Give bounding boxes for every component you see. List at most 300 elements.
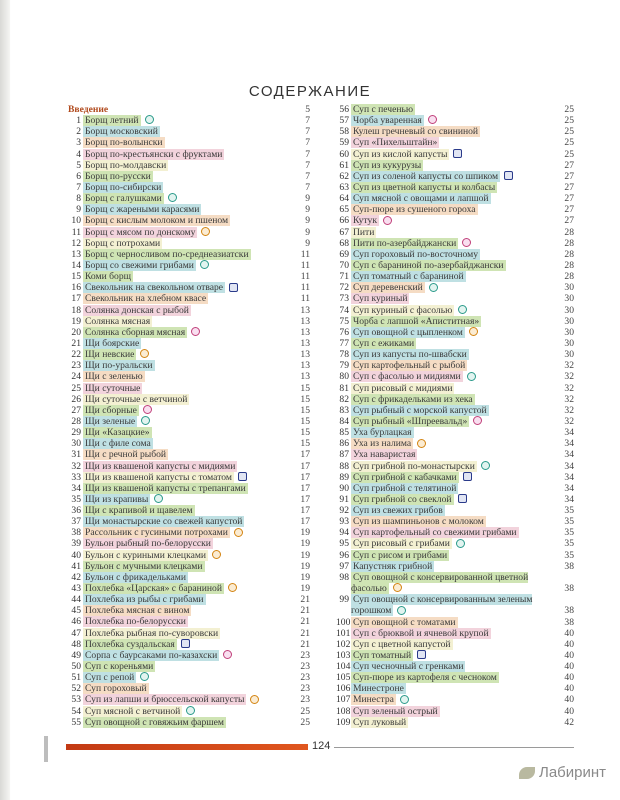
toc-intro-label: Введение bbox=[68, 104, 109, 115]
toc-entry-title: Суп деревенский bbox=[353, 282, 423, 294]
toc-page-number: 40 bbox=[564, 694, 574, 706]
toc-entry-title: Борщ с мясом по донскому bbox=[85, 226, 196, 238]
toc-entry[interactable] bbox=[68, 349, 310, 360]
toc-page-number: 21 bbox=[300, 616, 310, 628]
toc-entry[interactable] bbox=[336, 238, 574, 249]
toc-entry[interactable] bbox=[336, 505, 574, 516]
toc-entry-title: Суп куриный с фасолью bbox=[353, 304, 453, 316]
toc-entry-number: 1 bbox=[76, 115, 81, 127]
toc-entry[interactable] bbox=[336, 349, 574, 360]
toc-entry[interactable] bbox=[336, 371, 574, 382]
toc-entry-number: 46 bbox=[71, 616, 81, 628]
toc-entry[interactable] bbox=[336, 126, 574, 137]
toc-entry-number: 39 bbox=[71, 538, 81, 550]
toc-entry-number: 44 bbox=[71, 594, 81, 606]
green-circle-icon bbox=[168, 193, 177, 202]
toc-entry-title: Борщ с кислым молоком и пшеном bbox=[85, 215, 229, 227]
toc-entry[interactable] bbox=[68, 405, 310, 416]
toc-entry-number: 103 bbox=[336, 649, 351, 661]
toc-entry[interactable] bbox=[68, 249, 310, 260]
toc-entry[interactable] bbox=[336, 394, 574, 405]
toc-entry-title: Минестра bbox=[353, 694, 394, 706]
toc-entry-title: Борщ по-волынски bbox=[85, 137, 163, 149]
toc-page-number: 30 bbox=[564, 349, 574, 361]
toc-entry-title: Свекольник на хлебном квасе bbox=[85, 293, 207, 305]
toc-entry[interactable] bbox=[68, 305, 310, 316]
toc-entry[interactable] bbox=[336, 171, 574, 182]
page-fold-shadow bbox=[0, 0, 10, 800]
toc-entry-number: 48 bbox=[71, 638, 81, 650]
toc-entry-number: 76 bbox=[339, 326, 349, 338]
toc-entry[interactable] bbox=[336, 316, 574, 327]
toc-entry-title: Суп томатный с бараниной bbox=[353, 271, 464, 283]
toc-entry[interactable] bbox=[68, 427, 310, 438]
toc-entry[interactable] bbox=[68, 650, 310, 661]
page-number: 124 bbox=[312, 740, 331, 752]
toc-page-number: 13 bbox=[300, 337, 310, 349]
toc-entry[interactable] bbox=[68, 182, 310, 193]
toc-entry-title: Суп грибной с телятиной bbox=[353, 482, 457, 494]
toc-page-number: 21 bbox=[300, 605, 310, 617]
toc-entry[interactable] bbox=[336, 160, 574, 171]
toc-entry[interactable] bbox=[336, 260, 574, 271]
toc-page-number: 11 bbox=[300, 248, 310, 260]
toc-entry[interactable] bbox=[336, 293, 574, 304]
toc-entry-number: 27 bbox=[71, 404, 81, 416]
toc-entry-title: Уха наваристая bbox=[353, 449, 416, 461]
toc-entry-number: 49 bbox=[71, 649, 81, 661]
toc-entry-title: Суп луковый bbox=[353, 716, 407, 728]
toc-entry[interactable] bbox=[336, 204, 574, 215]
orange-pan-icon bbox=[250, 695, 259, 704]
green-circle-icon bbox=[154, 494, 163, 503]
toc-entry-title: Щи сборные bbox=[85, 404, 137, 416]
toc-entry[interactable] bbox=[336, 650, 574, 661]
toc-entry-number: 22 bbox=[71, 349, 81, 361]
toc-entry[interactable] bbox=[68, 271, 310, 282]
toc-entry-number: 85 bbox=[339, 427, 349, 439]
toc-page-number: 28 bbox=[564, 237, 574, 249]
toc-entry-title: Щи из квашеной капусты с трепангами bbox=[85, 482, 246, 494]
toc-entry-number: 59 bbox=[339, 137, 349, 149]
toc-page-number: 17 bbox=[300, 471, 310, 483]
toc-entry[interactable] bbox=[68, 338, 310, 349]
toc-entry-title: Суп грибной по-монастырски bbox=[353, 460, 475, 472]
toc-entry[interactable] bbox=[68, 115, 310, 126]
toc-entry-number: 51 bbox=[71, 672, 81, 684]
toc-entry[interactable] bbox=[68, 505, 310, 516]
toc-entry-title: Похлебка рыбная по-суворовски bbox=[85, 627, 219, 639]
toc-entry-number: 29 bbox=[71, 427, 81, 439]
toc-entry-title: Суп овощной с томатами bbox=[353, 616, 456, 628]
toc-intro-row[interactable] bbox=[68, 104, 310, 115]
toc-entry-number: 23 bbox=[71, 360, 81, 372]
toc-page-number: 15 bbox=[300, 382, 310, 394]
toc-entry[interactable] bbox=[336, 672, 574, 683]
toc-page-number: 27 bbox=[564, 159, 574, 171]
toc-entry[interactable] bbox=[336, 115, 574, 126]
toc-entry-number: 93 bbox=[339, 516, 349, 528]
toc-entry-title: Похлебка «Царская» с бараниной bbox=[85, 583, 222, 595]
toc-entry[interactable] bbox=[68, 149, 310, 160]
toc-page-number: 32 bbox=[564, 404, 574, 416]
toc-entry-title: Борщ по-сибирски bbox=[85, 181, 162, 193]
toc-entry-number: 54 bbox=[71, 705, 81, 717]
toc-entry-number: 68 bbox=[339, 237, 349, 249]
toc-entry[interactable] bbox=[68, 316, 310, 327]
toc-entry-title: Щи из квашеной капусты с томатом bbox=[85, 471, 232, 483]
toc-entry[interactable] bbox=[68, 583, 310, 594]
toc-entry-title: Суп рисовый с грибами bbox=[353, 538, 450, 550]
green-circle-icon bbox=[397, 606, 406, 615]
toc-entry[interactable] bbox=[336, 472, 574, 483]
toc-page-number: 25 bbox=[300, 716, 310, 728]
toc-entry[interactable] bbox=[68, 449, 310, 460]
toc-entry[interactable] bbox=[336, 427, 574, 438]
toc-entry[interactable] bbox=[336, 717, 574, 728]
toc-entry[interactable] bbox=[68, 293, 310, 304]
toc-entry[interactable] bbox=[68, 137, 310, 148]
toc-entry-number: 40 bbox=[71, 549, 81, 561]
toc-entry-title: Суп мясной с овощами и лапшой bbox=[353, 193, 489, 205]
toc-entry[interactable] bbox=[336, 227, 574, 238]
toc-entry[interactable] bbox=[336, 360, 574, 371]
orange-pan-icon bbox=[469, 327, 478, 336]
orange-pan-icon bbox=[201, 227, 210, 236]
pink-triangle-icon bbox=[428, 115, 437, 124]
toc-entry-title: Уха из налима bbox=[353, 438, 412, 450]
toc-page-number: 11 bbox=[300, 259, 310, 271]
footer-rule bbox=[334, 747, 574, 748]
green-circle-icon bbox=[200, 260, 209, 269]
green-circle-icon bbox=[141, 416, 150, 425]
toc-entry-number: 60 bbox=[339, 148, 349, 160]
toc-entry-title: Щи по-уральски bbox=[85, 360, 153, 372]
toc-entry[interactable] bbox=[68, 605, 310, 616]
toc-entry[interactable] bbox=[336, 383, 574, 394]
toc-entry-title: Суп из цветной капусты и колбасы bbox=[353, 181, 496, 193]
toc-entry[interactable] bbox=[336, 594, 574, 616]
toc-entry-number: 15 bbox=[71, 271, 81, 283]
toc-entry-title: Кутук bbox=[353, 215, 377, 227]
orange-pan-icon bbox=[417, 439, 426, 448]
toc-entry[interactable] bbox=[68, 383, 310, 394]
toc-entry[interactable] bbox=[68, 694, 310, 705]
toc-page-number: 27 bbox=[564, 181, 574, 193]
toc-entry-number: 95 bbox=[339, 538, 349, 550]
toc-page-number: 40 bbox=[564, 638, 574, 650]
toc-entry[interactable] bbox=[336, 338, 574, 349]
toc-entry-title: Минестроне bbox=[353, 683, 404, 695]
toc-entry-title: Борщ с потрохами bbox=[85, 237, 161, 249]
toc-entry[interactable] bbox=[68, 282, 310, 293]
toc-page-number: 40 bbox=[564, 672, 574, 684]
toc-entry-number: 34 bbox=[71, 482, 81, 494]
toc-page-number: 27 bbox=[564, 193, 574, 205]
toc-entry-title: Борщ со свежими грибами bbox=[85, 259, 194, 271]
toc-entry-number: 35 bbox=[71, 493, 81, 505]
toc-entry-number: 4 bbox=[76, 148, 81, 160]
toc-entry-title: Борщ с черносливом по-среднеазиатски bbox=[85, 248, 249, 260]
toc-entry-number: 83 bbox=[339, 404, 349, 416]
orange-pan-icon bbox=[212, 550, 221, 559]
toc-page-number: 25 bbox=[564, 137, 574, 149]
toc-entry-title: Суп овощной с цыпленком bbox=[353, 326, 463, 338]
toc-entry[interactable] bbox=[68, 639, 310, 650]
toc-entry-title: Солянка сборная мясная bbox=[85, 326, 186, 338]
toc-entry[interactable] bbox=[336, 694, 574, 705]
toc-page-number: 25 bbox=[564, 126, 574, 138]
toc-entry[interactable] bbox=[68, 494, 310, 505]
toc-entry-number: 106 bbox=[336, 683, 351, 695]
toc-entry-number: 88 bbox=[339, 460, 349, 472]
toc-entry[interactable] bbox=[336, 483, 574, 494]
toc-entry[interactable] bbox=[336, 405, 574, 416]
toc-page-number: 35 bbox=[564, 549, 574, 561]
toc-entry[interactable] bbox=[336, 137, 574, 148]
toc-entry-number: 58 bbox=[339, 126, 349, 138]
toc-entry-title: Бульон с фрикадельками bbox=[85, 571, 186, 583]
toc-page-number: 40 bbox=[564, 661, 574, 673]
toc-page-number: 21 bbox=[300, 638, 310, 650]
toc-entry-number: 71 bbox=[339, 271, 349, 283]
toc-page-number: 35 bbox=[564, 505, 574, 517]
toc-page-number: 15 bbox=[300, 438, 310, 450]
toc-entry-title: Суп картофельный с рыбой bbox=[353, 360, 466, 372]
toc-page-number: 34 bbox=[564, 482, 574, 494]
toc-entry-number: 18 bbox=[71, 304, 81, 316]
toc-entry[interactable] bbox=[336, 617, 574, 628]
pink-triangle-icon bbox=[473, 416, 482, 425]
toc-entry[interactable] bbox=[336, 538, 574, 549]
toc-entry[interactable] bbox=[68, 538, 310, 549]
toc-entry[interactable] bbox=[336, 282, 574, 293]
toc-entry[interactable] bbox=[336, 104, 574, 115]
toc-entry[interactable] bbox=[336, 438, 574, 449]
toc-entry[interactable] bbox=[68, 171, 310, 182]
toc-entry[interactable] bbox=[336, 182, 574, 193]
toc-page-number: 38 bbox=[564, 560, 574, 572]
toc-entry-title: Суп из кислой капусты bbox=[353, 148, 448, 160]
toc-page-number: 7 bbox=[305, 126, 310, 138]
toc-entry-title: Сорпа с баурсаками по-казахски bbox=[85, 649, 218, 661]
toc-page-number: 25 bbox=[564, 148, 574, 160]
toc-entry[interactable] bbox=[336, 271, 574, 282]
toc-page-number: 11 bbox=[300, 271, 310, 283]
toc-entry[interactable] bbox=[68, 461, 310, 472]
toc-entry-title: Чорба с лапшой «Апиститная» bbox=[353, 315, 480, 327]
toc-entry-title: Борщ по-русски bbox=[85, 170, 151, 182]
toc-entry-title: Капустняк грибной bbox=[353, 560, 433, 572]
toc-entry-title: Суп с цветной капустой bbox=[353, 638, 451, 650]
navy-pot-icon bbox=[463, 472, 472, 481]
toc-entry[interactable] bbox=[68, 672, 310, 683]
toc-entry[interactable] bbox=[336, 461, 574, 472]
toc-entry[interactable] bbox=[336, 416, 574, 427]
toc-entry[interactable] bbox=[68, 238, 310, 249]
toc-entry[interactable] bbox=[68, 260, 310, 271]
pink-triangle-icon bbox=[462, 238, 471, 247]
toc-entry[interactable] bbox=[68, 706, 310, 717]
toc-entry-number: 14 bbox=[71, 259, 81, 271]
toc-entry[interactable] bbox=[68, 204, 310, 215]
toc-entry[interactable] bbox=[336, 639, 574, 650]
toc-page-number: 40 bbox=[564, 705, 574, 717]
toc-page-number: 11 bbox=[300, 282, 310, 294]
toc-entry-title: Бульон с мучными клецками bbox=[85, 560, 203, 572]
toc-page-number: 38 bbox=[564, 616, 574, 628]
toc-entry-number: 65 bbox=[339, 204, 349, 216]
toc-page-number: 23 bbox=[300, 694, 310, 706]
toc-entry-title: Пити по-азербайджански bbox=[353, 237, 457, 249]
toc-entry[interactable] bbox=[68, 561, 310, 572]
toc-entry[interactable] bbox=[336, 572, 574, 594]
toc-entry[interactable] bbox=[68, 394, 310, 405]
toc-page-number: 17 bbox=[300, 493, 310, 505]
toc-entry-number: 101 bbox=[336, 627, 351, 639]
toc-entry[interactable] bbox=[68, 472, 310, 483]
toc-entry[interactable] bbox=[68, 527, 310, 538]
toc-entry[interactable] bbox=[68, 717, 310, 728]
toc-entry-number: 37 bbox=[71, 516, 81, 528]
toc-entry[interactable] bbox=[336, 149, 574, 160]
navy-pot-icon bbox=[229, 283, 238, 292]
toc-entry[interactable] bbox=[68, 661, 310, 672]
green-circle-icon bbox=[429, 283, 438, 292]
toc-entry[interactable] bbox=[336, 561, 574, 572]
toc-page-number: 32 bbox=[564, 393, 574, 405]
toc-entry[interactable] bbox=[336, 494, 574, 505]
toc-entry[interactable] bbox=[68, 371, 310, 382]
toc-entry[interactable] bbox=[336, 305, 574, 316]
toc-entry-number: 57 bbox=[339, 115, 349, 127]
toc-entry[interactable] bbox=[68, 572, 310, 583]
toc-entry-number: 47 bbox=[71, 627, 81, 639]
toc-entry[interactable] bbox=[336, 628, 574, 639]
toc-entry[interactable] bbox=[68, 360, 310, 371]
toc-entry-number: 69 bbox=[339, 248, 349, 260]
toc-entry-title: Щи с филе сома bbox=[85, 438, 151, 450]
toc-entry[interactable] bbox=[68, 126, 310, 137]
toc-entry-title: Суп-пюре из сушеного гороха bbox=[353, 204, 476, 216]
toc-page-number: 7 bbox=[305, 170, 310, 182]
toc-page-number: 40 bbox=[564, 649, 574, 661]
toc-entry-number: 104 bbox=[336, 661, 351, 673]
toc-page-number: 13 bbox=[300, 304, 310, 316]
toc-entry-number: 3 bbox=[76, 137, 81, 149]
toc-entry[interactable] bbox=[68, 227, 310, 238]
toc-entry-title: Суп рисовый с мидиями bbox=[353, 382, 453, 394]
toc-entry-title: Щи из крапивы bbox=[85, 493, 149, 505]
toc-entry-number: 90 bbox=[339, 482, 349, 494]
toc-page-number: 28 bbox=[564, 259, 574, 271]
toc-entry[interactable] bbox=[68, 215, 310, 226]
toc-entry[interactable] bbox=[68, 193, 310, 204]
toc-entry[interactable] bbox=[336, 215, 574, 226]
toc-entry-number: 72 bbox=[339, 282, 349, 294]
toc-entry[interactable] bbox=[336, 516, 574, 527]
toc-page-number: 13 bbox=[300, 371, 310, 383]
toc-entry[interactable] bbox=[68, 416, 310, 427]
toc-entry-number: 5 bbox=[76, 159, 81, 171]
orange-pan-icon bbox=[140, 349, 149, 358]
toc-entry-title: Суп грибной со свеклой bbox=[353, 493, 452, 505]
toc-page-number: 27 bbox=[564, 204, 574, 216]
toc-entry[interactable] bbox=[336, 550, 574, 561]
toc-page-number: 19 bbox=[300, 583, 310, 595]
toc-entry-title: Уха бурлацкая bbox=[353, 427, 412, 439]
toc-column-right bbox=[336, 104, 574, 728]
toc-page-number: 34 bbox=[564, 438, 574, 450]
toc-page-number: 9 bbox=[305, 237, 310, 249]
toc-entry[interactable] bbox=[336, 706, 574, 717]
toc-page-number: 13 bbox=[300, 349, 310, 361]
toc-entry-title: Суп овощной с консервированным зеленым горошком bbox=[351, 594, 533, 617]
pink-triangle-icon bbox=[383, 216, 392, 225]
toc-entry-number: 73 bbox=[339, 293, 349, 305]
toc-entry-number: 17 bbox=[71, 293, 81, 305]
toc-entry[interactable] bbox=[336, 527, 574, 538]
green-circle-icon bbox=[140, 672, 149, 681]
toc-page-number: 15 bbox=[300, 393, 310, 405]
toc-entry-number: 109 bbox=[336, 716, 351, 728]
toc-entry[interactable] bbox=[336, 327, 574, 338]
toc-entry-number: 63 bbox=[339, 181, 349, 193]
toc-page-number: 9 bbox=[305, 204, 310, 216]
pink-triangle-icon bbox=[223, 650, 232, 659]
toc-entry[interactable] bbox=[68, 327, 310, 338]
toc-entry-number: 100 bbox=[336, 616, 351, 628]
toc-entry-number: 45 bbox=[71, 605, 81, 617]
toc-entry[interactable] bbox=[68, 516, 310, 527]
toc-page-number: 17 bbox=[300, 482, 310, 494]
toc-entry[interactable] bbox=[336, 449, 574, 460]
toc-page-number: 28 bbox=[564, 226, 574, 238]
toc-entry-number: 92 bbox=[339, 505, 349, 517]
toc-entry-number: 43 bbox=[71, 583, 81, 595]
toc-page-number: 38 bbox=[564, 605, 574, 617]
navy-pot-icon bbox=[504, 171, 513, 180]
toc-entry[interactable] bbox=[336, 683, 574, 694]
toc-entry-number: 108 bbox=[336, 705, 351, 717]
toc-entry[interactable] bbox=[68, 683, 310, 694]
toc-page-number: 17 bbox=[300, 516, 310, 528]
toc-entry[interactable] bbox=[68, 550, 310, 561]
green-circle-icon bbox=[456, 539, 465, 548]
toc-entry-title: Суп с печенью bbox=[353, 104, 414, 115]
toc-page-number: 13 bbox=[300, 315, 310, 327]
toc-entry[interactable] bbox=[336, 193, 574, 204]
toc-page-number: 17 bbox=[300, 460, 310, 472]
toc-entry-number: 75 bbox=[339, 315, 349, 327]
toc-entry[interactable] bbox=[68, 160, 310, 171]
toc-page-number: 19 bbox=[300, 560, 310, 572]
toc-entry-number: 74 bbox=[339, 304, 349, 316]
toc-entry[interactable] bbox=[68, 438, 310, 449]
toc-entry-title: Пити bbox=[353, 226, 375, 238]
toc-entry[interactable] bbox=[68, 594, 310, 605]
toc-entry-number: 98 bbox=[339, 571, 349, 583]
toc-entry-number: 20 bbox=[71, 326, 81, 338]
toc-entry[interactable] bbox=[336, 661, 574, 672]
pink-triangle-icon bbox=[143, 405, 152, 414]
toc-entry[interactable] bbox=[68, 628, 310, 639]
toc-entry[interactable] bbox=[336, 249, 574, 260]
toc-entry[interactable] bbox=[68, 483, 310, 494]
toc-entry-number: 28 bbox=[71, 415, 81, 427]
toc-entry-title: Щи монастырские со свежей капустой bbox=[85, 516, 243, 528]
toc-entry[interactable] bbox=[68, 616, 310, 627]
